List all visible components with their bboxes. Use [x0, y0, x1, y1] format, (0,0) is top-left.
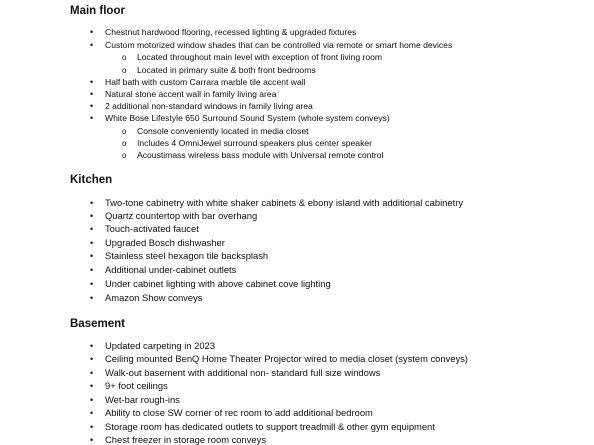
- main-floor-subitem-main-level: oLocated throughout main level with exception of front living room: [122, 52, 382, 63]
- bullet-icon: [90, 40, 105, 51]
- bullet-icon: [90, 27, 105, 38]
- bullet-icon: [90, 101, 105, 112]
- main-floor-item-sound-system: •White Bose Lifestyle 650 Surround Sound System (whole system conveys): [90, 113, 390, 124]
- kitchen-item-outlets: •Additional under-cabinet outlets: [90, 264, 236, 276]
- main-floor-item-half-bath: •Half bath with custom Carrara marble tile accent wall: [90, 77, 306, 88]
- bullet-icon: [90, 434, 105, 445]
- main-floor-subitem-speakers: oIncludes 4 OmniJewel surround speakers plus center speaker: [122, 138, 372, 149]
- sub-bullet-icon: [122, 138, 137, 149]
- sub-bullet-icon: [122, 126, 137, 137]
- kitchen-item-backsplash: •Stainless steel hexagon tile backsplash: [90, 250, 268, 262]
- sub-bullet-icon: [122, 52, 137, 63]
- bullet-icon: [90, 278, 105, 290]
- main-floor-item-windows: •2 additional non-standard windows in family living area: [90, 101, 313, 112]
- basement-item-walk-out: •Walk-out basement with additional non- standard full size windows: [90, 367, 380, 379]
- bullet-icon: [90, 292, 105, 304]
- main-floor-subitem-bass-module: oAcoustimass wireless bass module with Universal remote control: [122, 150, 383, 161]
- main-floor-heading: Main floor: [70, 5, 125, 17]
- basement-item-storage-room: •Storage room has dedicated outlets to support treadmill & other gym equipment: [90, 421, 435, 433]
- basement-item-chest-freezer: •Chest freezer in storage room conveys: [90, 434, 266, 445]
- kitchen-item-faucet: •Touch-activated faucet: [90, 223, 199, 235]
- basement-heading: Basement: [70, 318, 125, 330]
- basement-item-ceilings: •9+ foot ceilings: [90, 380, 168, 392]
- bullet-icon: [90, 264, 105, 276]
- bullet-icon: [90, 421, 105, 433]
- main-floor-item-stone-wall: •Natural stone accent wall in family living area: [90, 89, 276, 100]
- kitchen-item-dishwasher: •Upgraded Bosch dishwasher: [90, 237, 225, 249]
- kitchen-item-lighting: •Under cabinet lighting with above cabinet cove lighting: [90, 278, 331, 290]
- bullet-icon: [90, 89, 105, 100]
- kitchen-heading: Kitchen: [70, 174, 113, 186]
- bullet-icon: [90, 250, 105, 262]
- basement-item-wet-bar: •Wet-bar rough-ins: [90, 394, 180, 406]
- sub-bullet-icon: [122, 65, 137, 76]
- bullet-icon: [90, 380, 105, 392]
- bullet-icon: [90, 77, 105, 88]
- bullet-icon: [90, 210, 105, 222]
- bullet-icon: [90, 113, 105, 124]
- kitchen-item-cabinetry: •Two-tone cabinetry with white shaker cabinets & ebony island with additional cabinetry: [90, 197, 463, 209]
- bullet-icon: [90, 223, 105, 235]
- basement-item-projector: •Ceiling mounted BenQ Home Theater Projector wired to media closet (system conveys): [90, 353, 468, 365]
- bullet-icon: [90, 340, 105, 352]
- bullet-icon: [90, 394, 105, 406]
- bullet-icon: [90, 353, 105, 365]
- main-floor-item-window-shades: •Custom motorized window shades that can be controlled via remote or smart home devices: [90, 40, 452, 51]
- kitchen-item-amazon-show: •Amazon Show conveys: [90, 292, 202, 304]
- kitchen-item-countertop: •Quartz countertop with bar overhang: [90, 210, 257, 222]
- bullet-icon: [90, 367, 105, 379]
- main-floor-item-hardwood: •Chestnut hardwood flooring, recessed lighting & upgraded fixtures: [90, 27, 356, 38]
- main-floor-subitem-console: oConsole conveniently located in media closet: [122, 126, 309, 137]
- bullet-icon: [90, 237, 105, 249]
- bullet-icon: [90, 197, 105, 209]
- main-floor-subitem-primary-suite: oLocated in primary suite & both front bedrooms: [122, 65, 316, 76]
- basement-item-sw-corner: •Ability to close SW corner of rec room to add additional bedroom: [90, 407, 373, 419]
- basement-item-carpeting: •Updated carpeting in 2023: [90, 340, 215, 352]
- sub-bullet-icon: [122, 150, 137, 161]
- bullet-icon: [90, 407, 105, 419]
